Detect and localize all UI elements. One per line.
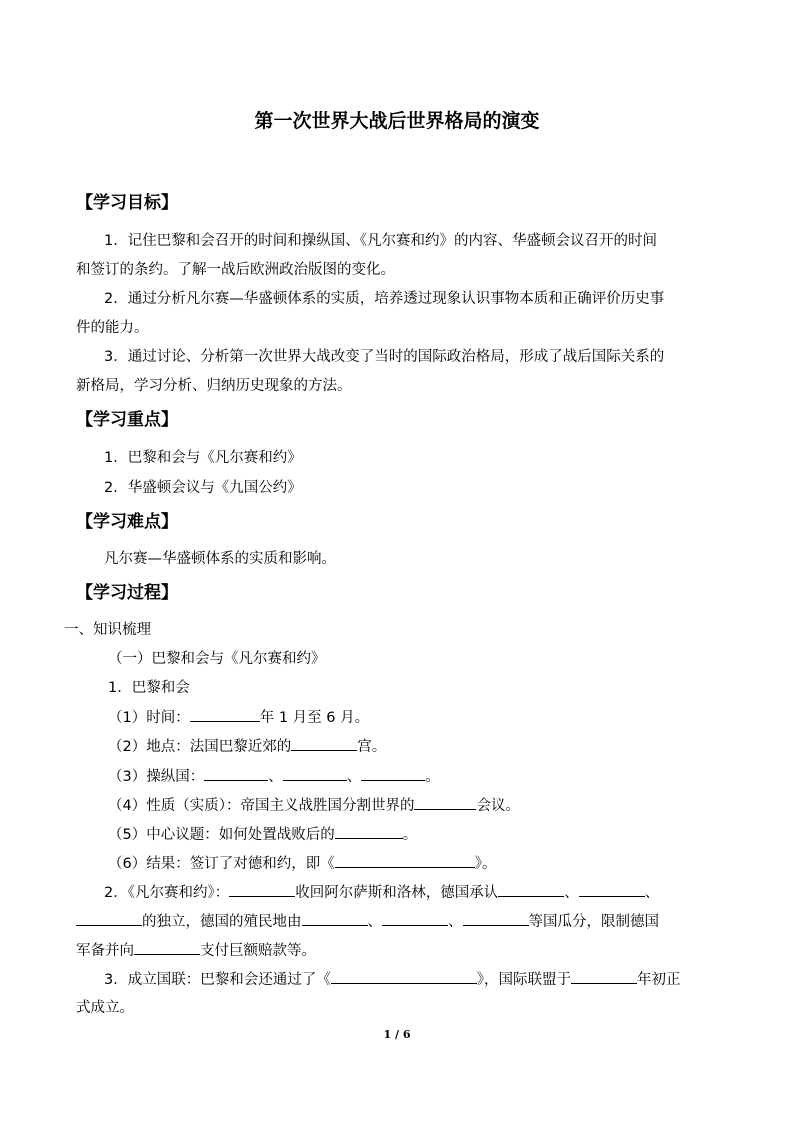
- objective-3-line-2: 新格局，学习分析、归纳历史现象的方法。: [76, 378, 352, 394]
- text-result-end: 》。: [474, 856, 497, 872]
- blank-year[interactable]: [190, 707, 260, 722]
- label-time: （1）时间：: [108, 710, 190, 726]
- line-controllers: [108, 766, 440, 787]
- line-treaty-1: [104, 882, 659, 903]
- blank-independent-1[interactable]: [498, 882, 564, 897]
- period: 。: [425, 769, 440, 785]
- key-point-1: 1．巴黎和会与《凡尔赛和约》: [104, 450, 302, 466]
- text-place-end: 宫。: [357, 739, 387, 755]
- text-military: 军备并向: [76, 943, 134, 959]
- separator: 、: [448, 914, 463, 930]
- page-number: 1 / 6: [383, 1028, 411, 1041]
- heading-process: 【学习过程】: [76, 583, 178, 603]
- objective-2-line-2: 件的能力。: [76, 320, 149, 336]
- label-controllers: （3）操纵国：: [108, 769, 205, 785]
- label-league: 3．成立国联：巴黎和会还通过了《: [104, 972, 331, 988]
- objective-1-line-1: 1．记住巴黎和会召开的时间和操纵国、《凡尔赛和约》的内容、华盛顿会议召开的时间: [104, 233, 657, 249]
- line-time: [108, 707, 369, 728]
- blank-controller-2[interactable]: [283, 766, 347, 781]
- separator: 、: [268, 769, 283, 785]
- text-nature-end: 会议。: [476, 798, 520, 814]
- blank-divider-1[interactable]: [302, 911, 368, 926]
- blank-palace[interactable]: [291, 736, 357, 751]
- separator: 、: [367, 914, 382, 930]
- label-treaty: 2．《凡尔赛和约》：: [104, 885, 230, 901]
- line-nature: [108, 795, 520, 816]
- blank-controller-1[interactable]: [204, 766, 268, 781]
- blank-divider-2[interactable]: [382, 911, 448, 926]
- line-treaty-3: [76, 940, 316, 961]
- label-place: （2）地点：法国巴黎近郊的: [108, 739, 292, 755]
- objective-1-line-2: 和签订的条约。了解一战后欧洲政治版图的变化。: [76, 262, 395, 278]
- text-reparations: 支付巨额赔款等。: [200, 943, 316, 959]
- line-place: [108, 736, 386, 757]
- text-issue-end: 。: [402, 827, 418, 843]
- blank-divider-3[interactable]: [463, 911, 529, 926]
- subsection-paris: （一）巴黎和会与《凡尔赛和约》: [108, 651, 326, 667]
- blank-nature[interactable]: [414, 795, 476, 810]
- objective-3-line-1: 3．通过讨论、分析第一次世界大战改变了当时的国际政治格局，形成了战后国际关系的: [104, 349, 665, 365]
- label-result: （6）结果：签订了对德和约，即《: [108, 856, 335, 872]
- blank-independent-2[interactable]: [579, 882, 645, 897]
- blank-independent-3[interactable]: [76, 911, 142, 926]
- item-paris-conference: 1．巴黎和会: [108, 680, 190, 696]
- blank-treaty-name[interactable]: [335, 853, 475, 868]
- separator: 、: [644, 885, 660, 901]
- document-title: 第一次世界大战后世界格局的演变: [254, 110, 540, 132]
- blank-reparations[interactable]: [134, 940, 200, 955]
- heading-key-points: 【学习重点】: [76, 410, 178, 430]
- line-treaty-2: [76, 911, 659, 932]
- objective-2-line-1: 2．通过分析凡尔赛—华盛顿体系的实质，培养透过现象认识事物本质和正确评价历史事: [104, 291, 665, 307]
- label-issue: （5）中心议题：如何处置战败后的: [108, 827, 335, 843]
- heading-objectives: 【学习目标】: [76, 193, 178, 213]
- heading-difficulties: 【学习难点】: [76, 512, 178, 532]
- separator: 、: [346, 769, 362, 785]
- separator: 、: [564, 885, 579, 901]
- line-league-2: 式成立。: [76, 1000, 134, 1016]
- text-league: 》，国际联盟于: [476, 972, 571, 988]
- section-knowledge: 一、知识梳理: [64, 622, 151, 638]
- text-treaty: 收回阿尔萨斯和洛林，德国承认: [295, 885, 499, 901]
- blank-covenant[interactable]: [331, 969, 477, 984]
- text-league-end: 年初正: [636, 972, 681, 988]
- blank-treaty-country[interactable]: [229, 882, 295, 897]
- text-time-end: 年 1 月至 6 月。: [259, 710, 370, 726]
- line-league-1: [104, 969, 680, 990]
- difficulty-text: 凡尔赛—华盛顿体系的实质和影响。: [104, 551, 336, 567]
- label-nature: （4）性质（实质）：帝国主义战胜国分割世界的: [108, 798, 415, 814]
- blank-controller-3[interactable]: [361, 766, 425, 781]
- key-point-2: 2．华盛顿会议与《九国公约》: [104, 480, 302, 496]
- blank-issue[interactable]: [335, 824, 403, 839]
- line-result: [108, 853, 496, 874]
- text-colonies: 的独立，德国的殖民地由: [142, 914, 302, 930]
- line-issue: [108, 824, 417, 845]
- text-restrict: 等国瓜分，限制德国: [528, 914, 659, 930]
- blank-league-year[interactable]: [571, 969, 637, 984]
